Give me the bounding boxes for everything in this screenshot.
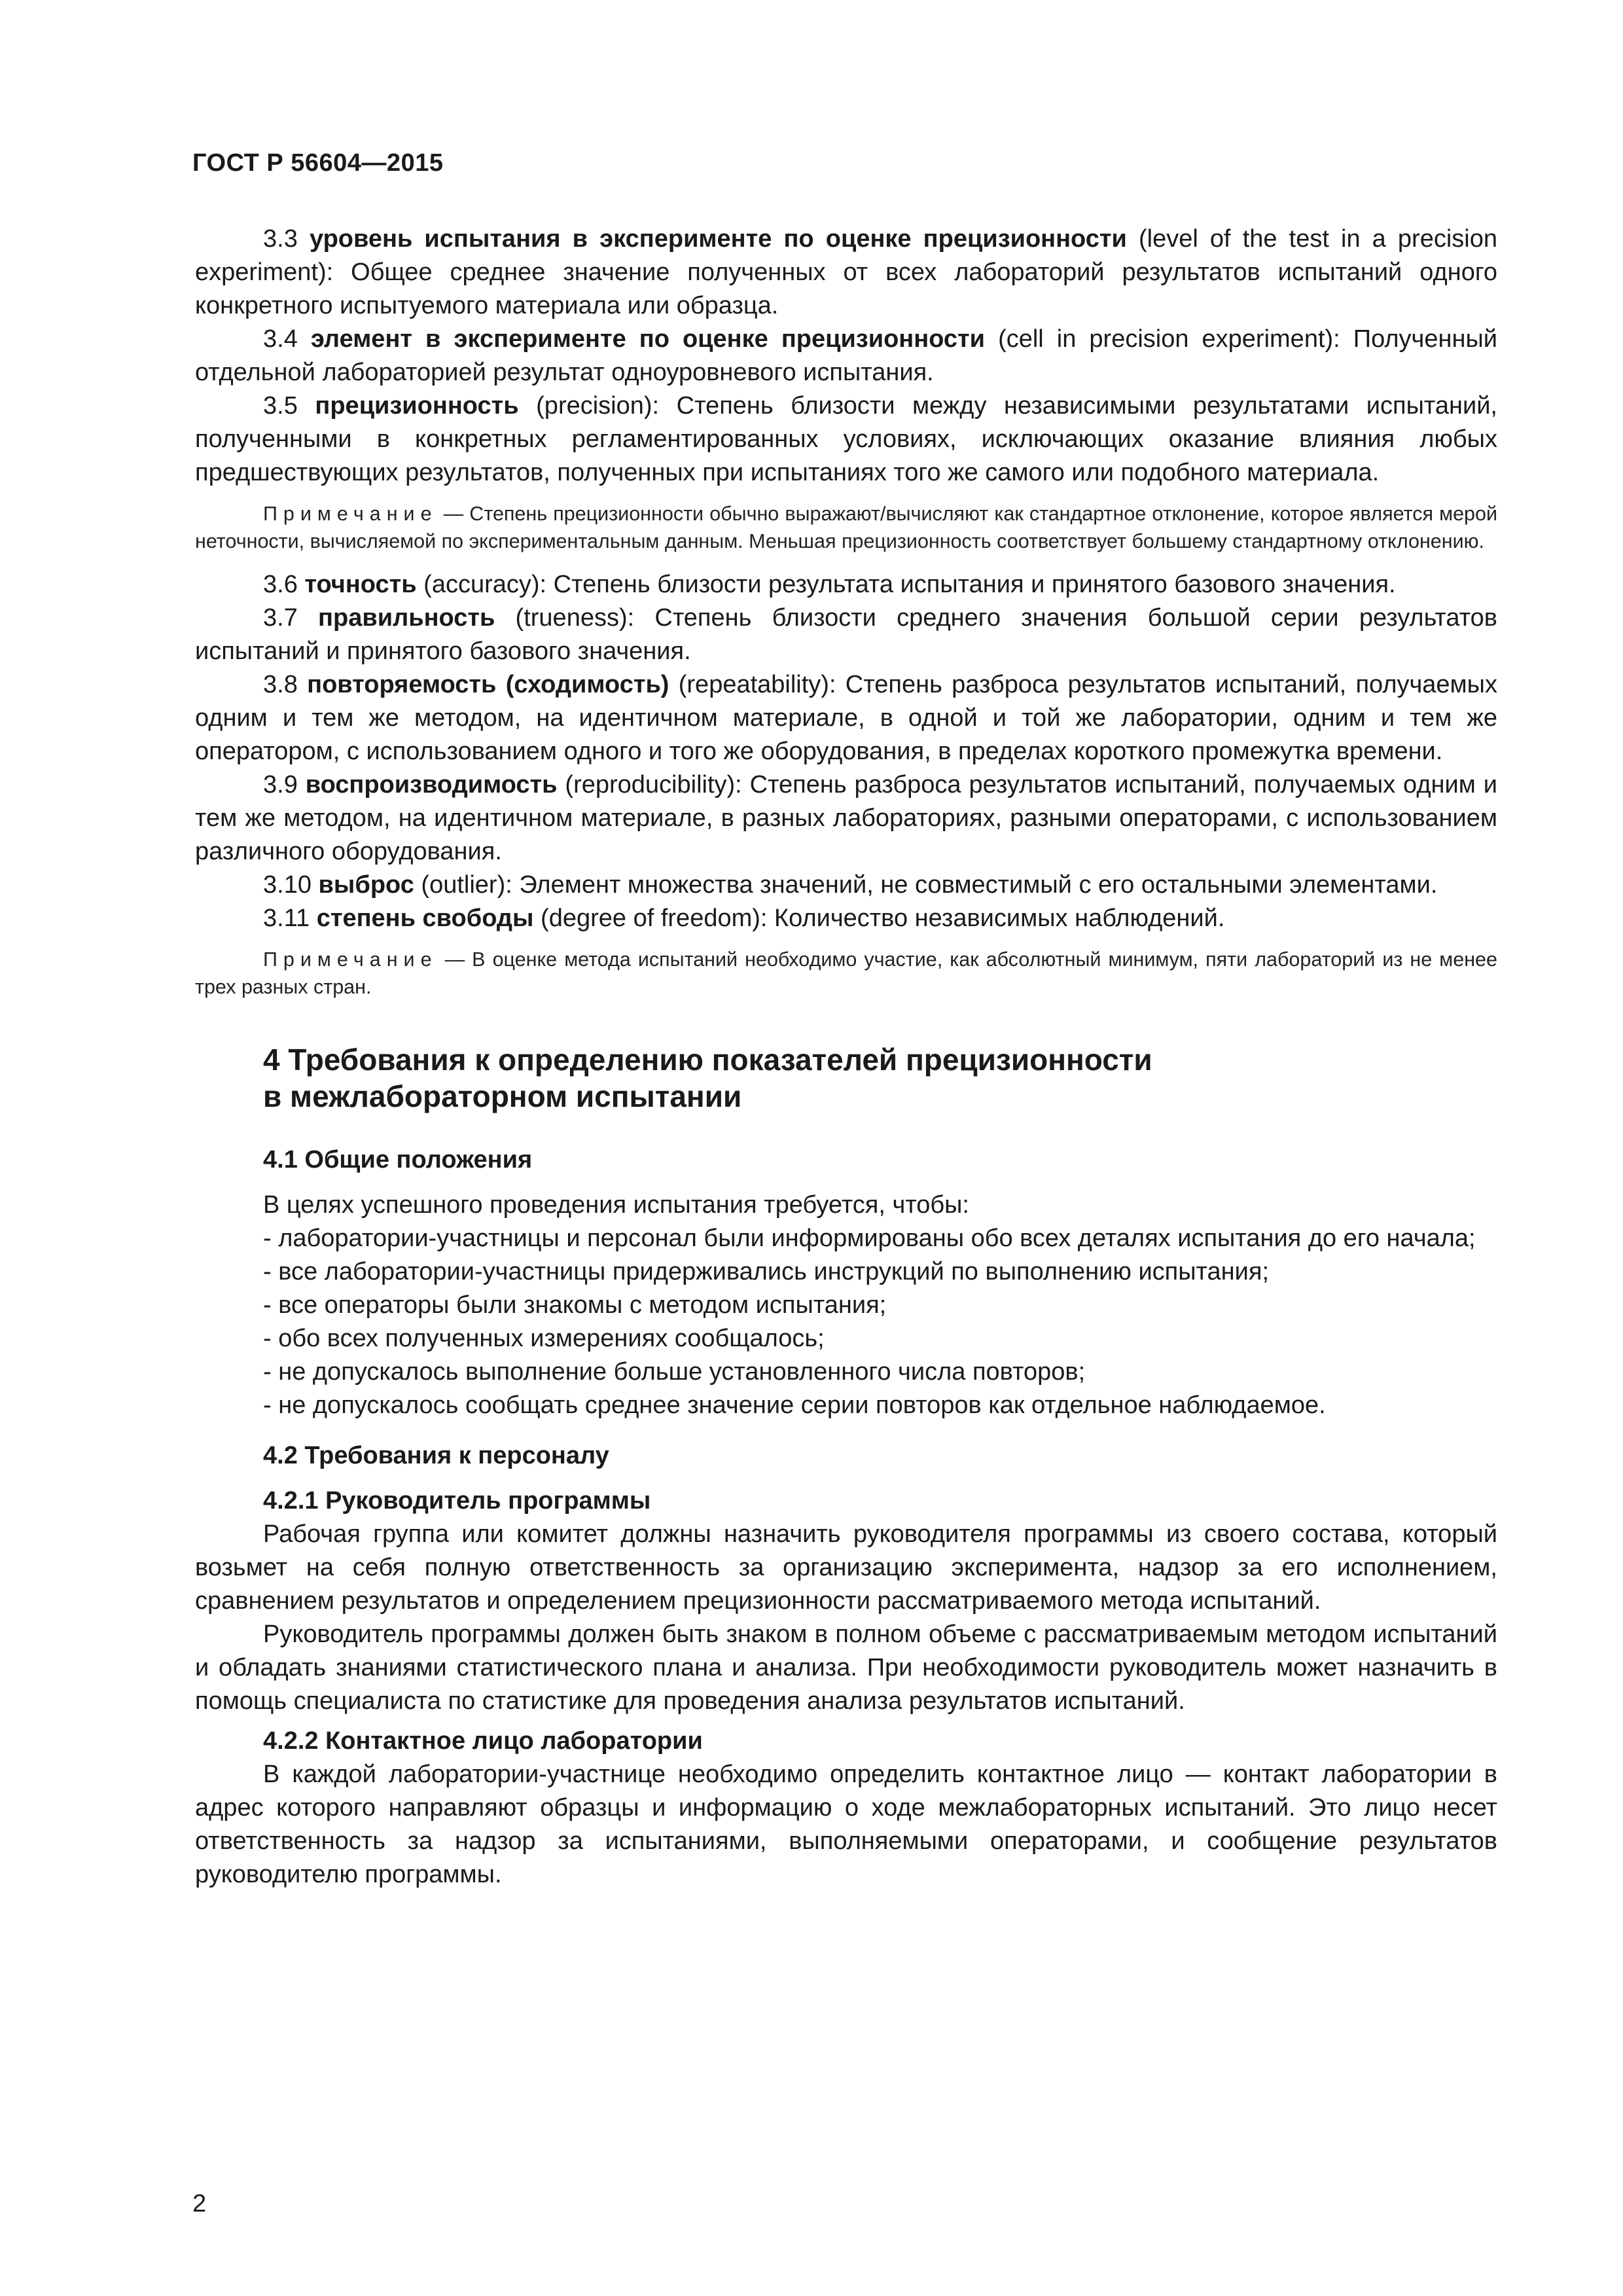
list-item: - обо всех полученных измерениях сообщалось; [263,1325,825,1352]
definition-text: (level of the test in a precision experiment): Общее среднее значение полученных от всех лабораторий результатов испытаний одного конкретного испытуемого материала или образца. [195,225,1498,319]
definition-3-9 [195,768,1497,869]
definition-number: 3.5 [263,392,298,420]
definition-number: 3.10 [263,871,312,899]
definition-text: (cell in precision experiment): Полученный отдельной лабораторией результат одноуровневого испытания. [195,325,1497,386]
definition-term: уровень испытания в эксперименте по оценке прецизионности [309,225,1127,253]
definition-term: элемент в эксперименте по оценке прецизионности [310,325,986,353]
definition-term: повторяемость (сходимость) [307,671,669,698]
list-item: - все лаборатории-участницы придерживались инструкций по выполнению испытания; [263,1258,1270,1285]
definition-text: (accuracy): Степень близости результата испытания и принятого базового значения. [416,571,1396,598]
definition-3-10 [195,869,1497,902]
note-label: Примечание [263,503,438,525]
definition-text: (reproducibility): Степень разброса результатов испытаний, получаемых одним и тем же методом, на идентичном материале, в разных лабораториях, разными операторами, с использованием различного оборудования. [195,771,1497,865]
definition-3-7 [195,601,1497,668]
definition-text: (outlier): Элемент множества значений, не совместимый с его остальными элементами. [414,871,1438,899]
subsection-4-1-title: 4.1 Общие положения [263,1146,533,1174]
paragraph-4-2-1-b: Руководитель программы должен быть знаком в полном объеме с рассматриваемым методом испытаний и обладать знаниями статистического плана и анализа. При необходимости руководитель может назначить в помощь специалиста по статистике для проведения анализа результатов испытаний. [195,1621,1497,1715]
definition-text: (repeatability): Степень разброса результатов испытаний, получаемых одним и тем же методом, на идентичном материале, в одной и той же лаборатории, одним и тем же оператором, с использованием одного и того же оборудования, в пределах короткого промежутка времени. [195,671,1497,765]
subsection-4-2-1-title: 4.2.1 Руководитель программы [263,1487,651,1515]
list-item: - не допускалось выполнение больше установленного числа повторов; [263,1358,1086,1386]
definition-term: правильность [318,604,495,632]
subsection-4-2-title: 4.2 Требования к персоналу [263,1442,609,1469]
definition-3-3 [195,223,1497,323]
definition-term: выброс [318,871,414,899]
definition-3-5 [195,389,1497,490]
note-participation [195,946,1497,1001]
definition-number: 3.8 [263,671,298,698]
definition-number: 3.6 [263,571,298,598]
definition-text: (precision): Степень близости между независимыми результатами испытаний, полученными в конкретных регламентированных условиях, исключающих оказание влияния любых предшествующих результатов, полученных при испытаниях того же самого или подобного материала. [195,392,1497,486]
definition-3-6 [195,568,1497,601]
page-number: 2 [192,2190,207,2217]
page-content [195,223,1497,1892]
note-precision [195,500,1497,555]
definition-text: (trueness): Степень близости среднего значения большой серии результатов испытаний и принятого базового значения. [195,604,1497,665]
definition-term: степень свободы [316,905,534,932]
paragraph-4-1-intro: В целях успешного проведения испытания требуется, чтобы: [263,1191,969,1219]
paragraph-4-2-1-a: Рабочая группа или комитет должны назначить руководителя программы из своего состава, который возьмет на себя полную ответственность за организацию эксперимента, надзор за его исполнением, сравнением результатов и определением прецизионности рассматриваемого метода испытаний. [195,1520,1497,1615]
section-title-line: в межлабораторном испытании [263,1079,742,1113]
definition-term: прецизионность [315,392,519,420]
list-item: - не допускалось сообщать среднее значение серии повторов как отдельное наблюдаемое. [263,1391,1326,1419]
definition-number: 3.7 [263,604,298,632]
definition-3-11 [195,902,1497,935]
section-4-title [263,1041,1497,1115]
definition-term: точность [304,571,417,598]
definition-text: (degree of freedom): Количество независимых наблюдений. [533,905,1225,932]
definition-number: 3.11 [263,905,310,932]
paragraph-4-2-2: В каждой лаборатории-участнице необходимо определить контактное лицо — контакт лаборатории в адрес которого направляют образцы и информацию о ходе межлабораторных испытаний. Это лицо несет ответственность за надзор за испытаниями, выполняемыми операторами, и сообщение результатов руководителю программы. [195,1761,1497,1888]
definition-3-4 [195,323,1497,389]
definition-number: 3.4 [263,325,298,353]
definition-number: 3.9 [263,771,298,798]
list-item: - все операторы были знакомы с методом испытания; [263,1291,887,1319]
list-item: - лаборатории-участницы и персонал были информированы обо всех деталях испытания до его начала; [263,1225,1476,1252]
definition-term: воспроизводимость [305,771,558,798]
definition-number: 3.3 [263,225,298,253]
note-text: — Степень прецизионности обычно выражают/вычисляют как стандартное отклонение, которое является мерой неточности, вычисляемой по экспериментальным данным. Меньшая прецизионность соответствует большему стандартному отклонению. [195,503,1497,552]
section-title-line: 4 Требования к определению показателей прецизионности [263,1043,1152,1077]
note-label: Примечание [263,948,438,971]
definition-3-8 [195,668,1497,768]
note-text: — В оценке метода испытаний необходимо участие, как абсолютный минимум, пяти лабораторий из не менее трех разных стран. [195,948,1497,998]
subsection-4-2-2-title: 4.2.2 Контактное лицо лаборатории [263,1727,703,1755]
running-header: ГОСТ Р 56604—2015 [192,149,444,177]
